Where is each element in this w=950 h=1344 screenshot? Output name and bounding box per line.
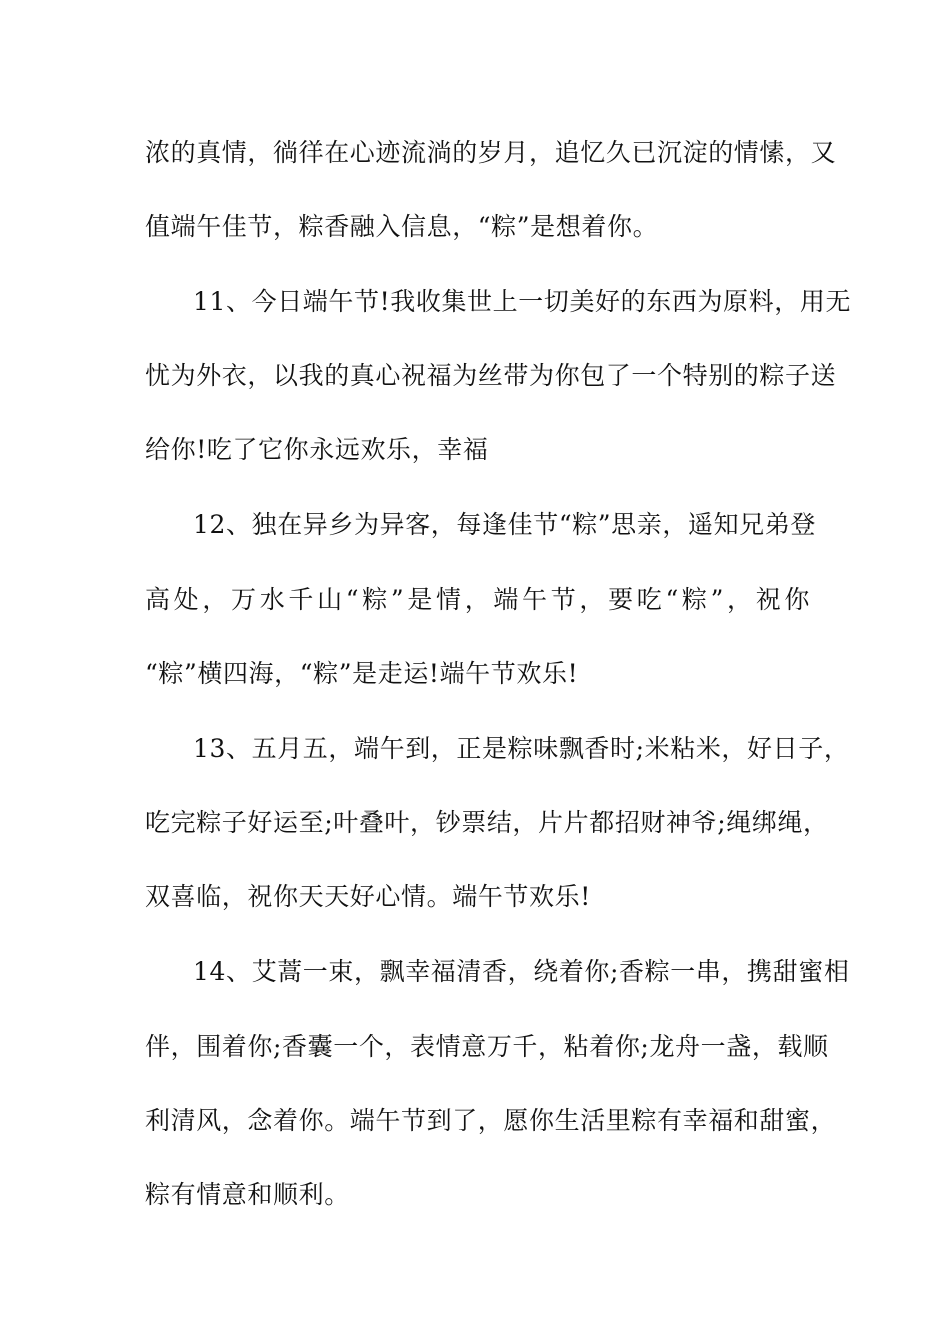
text-line: 双喜临，祝你天天好心情。端午节欢乐! [145, 882, 591, 911]
text-line: 利清风，念着你。端午节到了，愿你生活里粽有幸福和甜蜜， [145, 1106, 837, 1135]
text-line: 12、独在异乡为异客，每逢佳节“粽”思亲，遥知兄弟登 [193, 510, 816, 539]
text-line: 值端午佳节，粽香融入信息，“粽”是想着你。 [145, 212, 659, 241]
text-line: 给你!吃了它你永远欢乐，幸福 [145, 435, 489, 464]
text-line: 14、艾蒿一束，飘幸福清香，绕着你;香粽一串，携甜蜜相 [193, 957, 850, 986]
text-line: 吃完粽子好运至;叶叠叶，钞票结，片片都招财神爷;绳绑绳， [145, 808, 829, 837]
text-line: 忧为外衣，以我的真心祝福为丝带为你包了一个特别的粽子送 [145, 361, 837, 390]
text-line: 粽有情意和顺利。 [145, 1180, 350, 1209]
text-line: 13、五月五，端午到，正是粽味飘香时;米粘米，好日子， [193, 734, 850, 763]
text-line: 11、今日端午节!我收集世上一切美好的东西为原料，用无 [193, 287, 852, 316]
text-line: 高处，万水千山“粽”是情，端午节，要吃“粽”，祝你 [145, 585, 810, 614]
text-line: “粽”横四海，“粽”是走运!端午节欢乐! [145, 659, 579, 688]
text-line: 伴，围着你;香囊一个，表情意万千，粘着你;龙舟一盏，载顺 [145, 1032, 829, 1061]
text-line: 浓的真情，徜徉在心迹流淌的岁月，追忆久已沉淀的情愫，又 [145, 138, 837, 167]
